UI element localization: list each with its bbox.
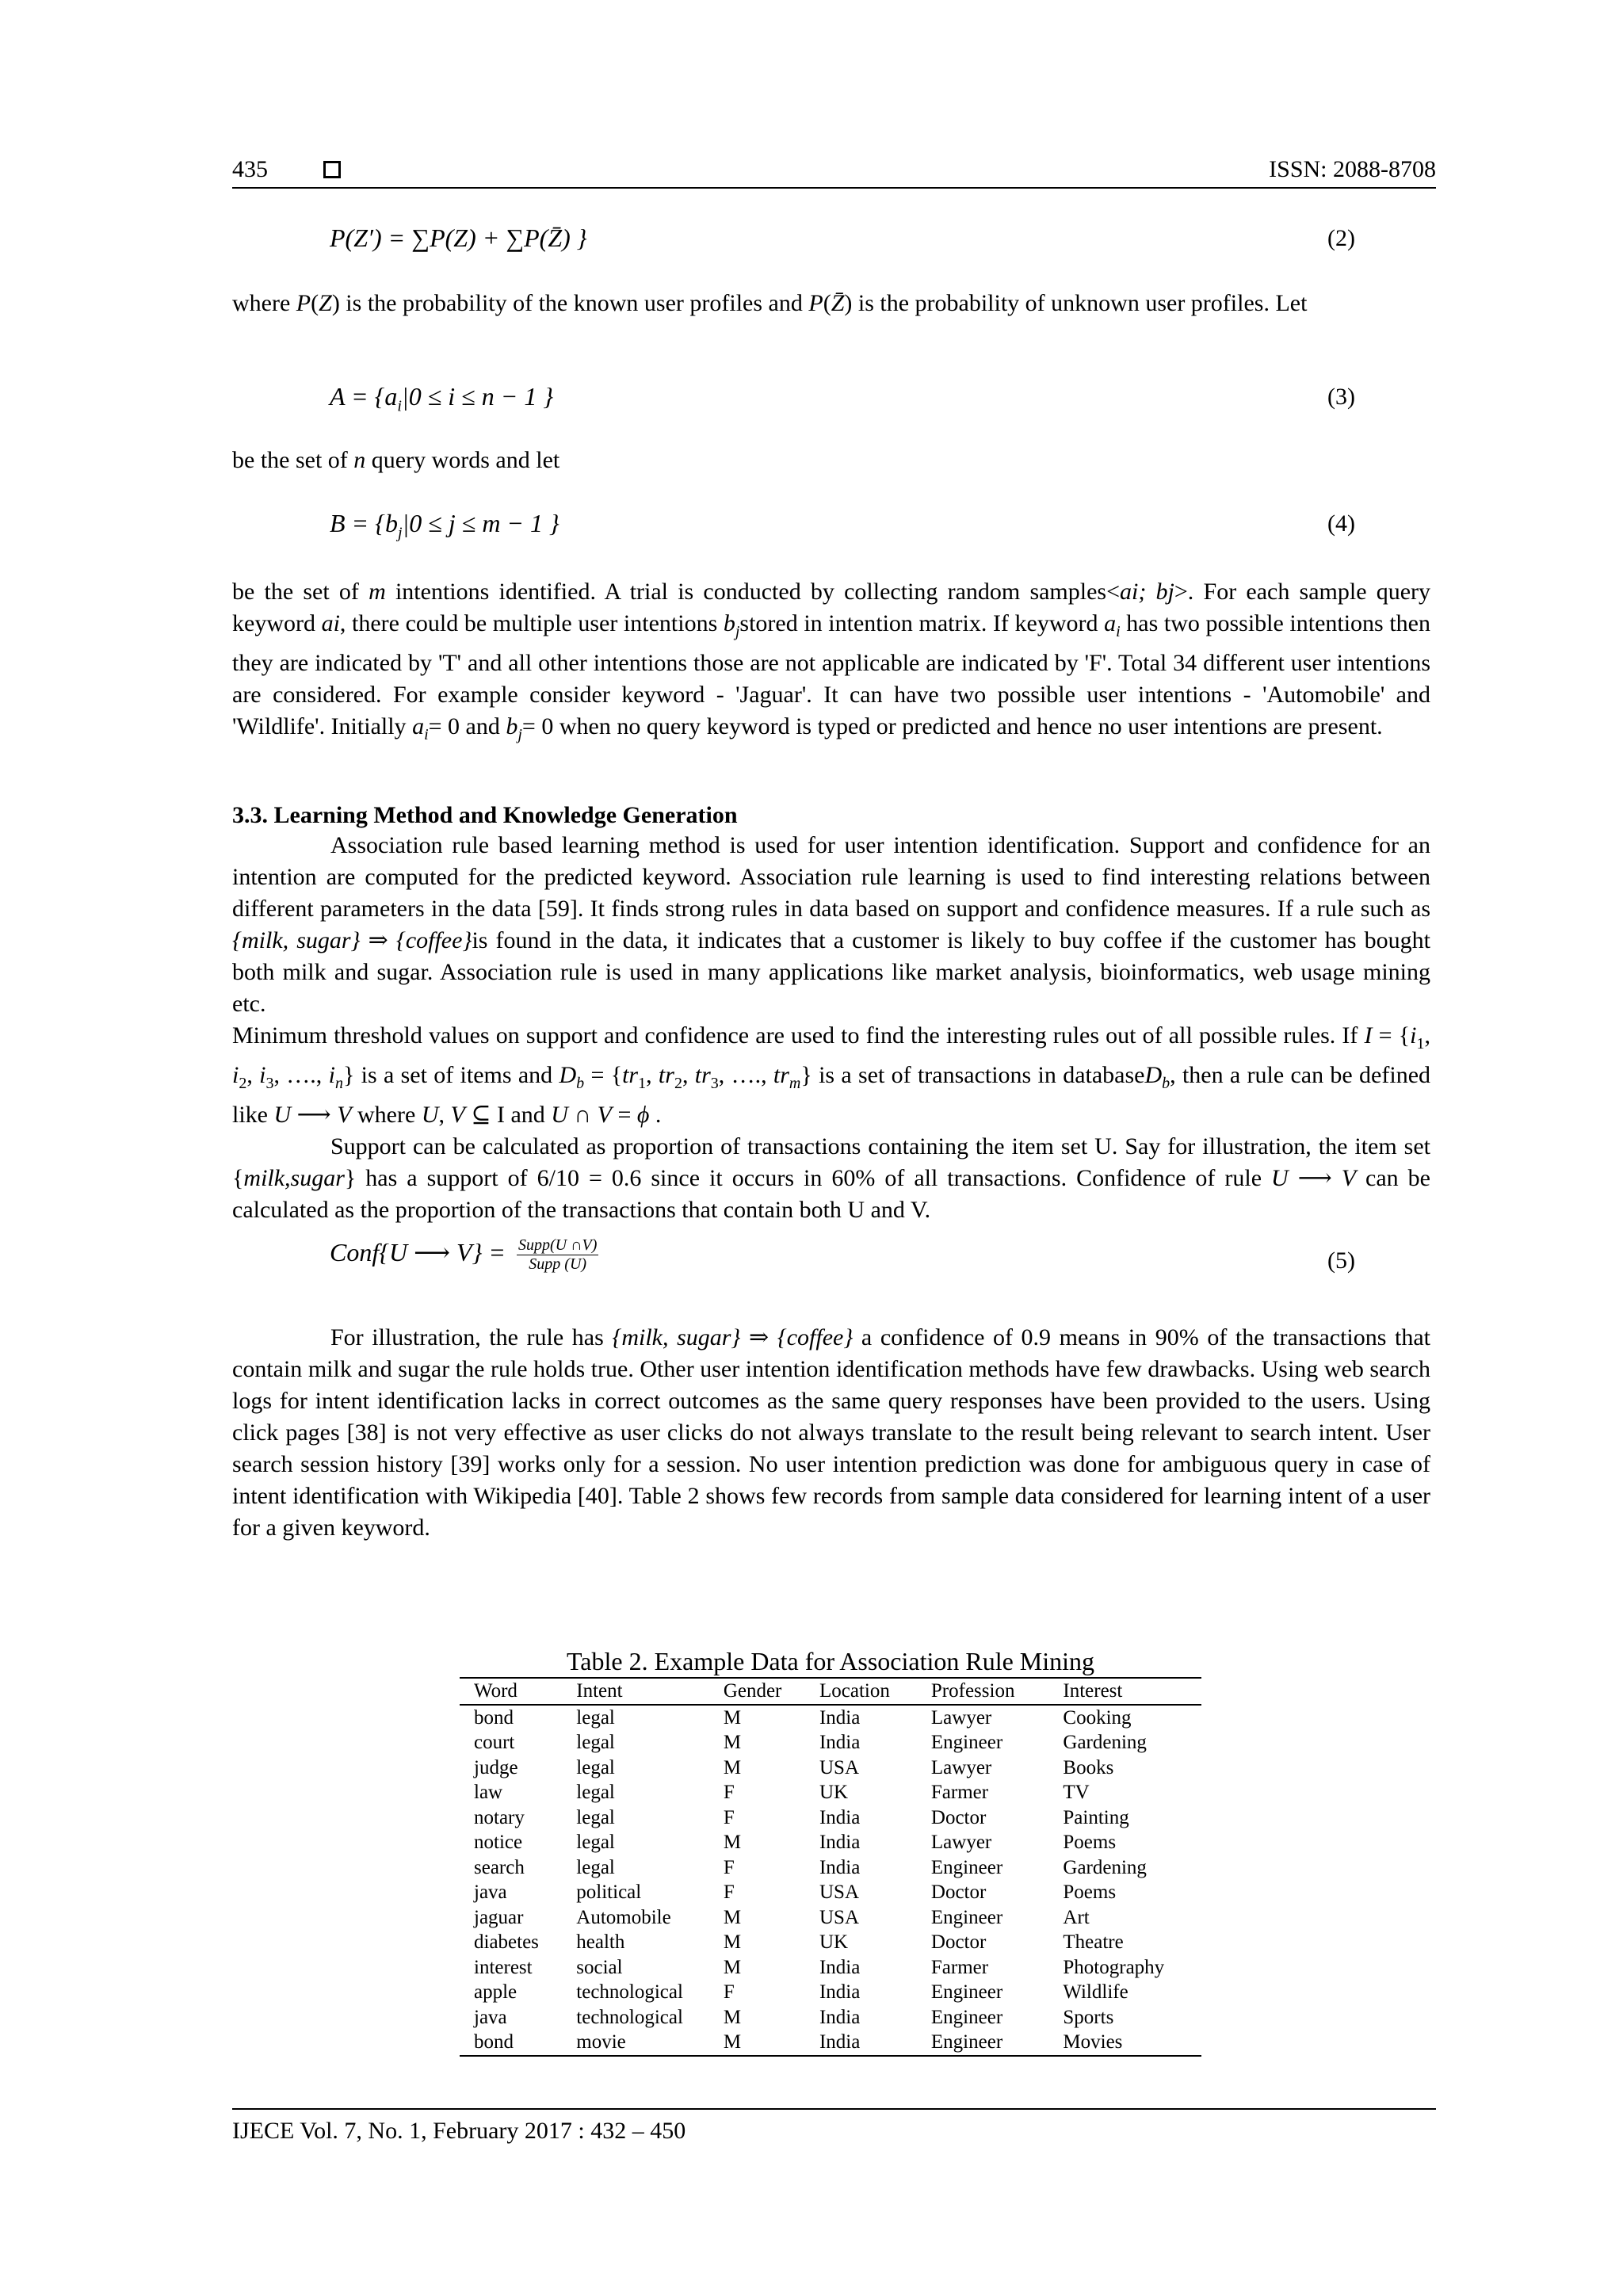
table-cell: Lawyer	[930, 1756, 992, 1778]
column-header: Intent	[576, 1680, 623, 1702]
table-cell: notice	[474, 1832, 523, 1854]
table-cell: India	[819, 2006, 861, 2028]
table-cell: USA	[819, 1881, 859, 1904]
table-cell: Engineer	[930, 1856, 1003, 1878]
paragraph-intentions: be the set of m intentions identified. A trial is conducted by collecting random samples<ai; bj>. For each sample query keyword ai, there could be multiple user intentions $b_jstored$ in intention matrix. If keyword $a_i$ has two possible intentions then they are indicated by 'T' and all other intentions those are not applicable are indicated by 'F'. Total 34 different user intentions are considered. For example consider keyword - 'Jaguar'. It can have two possible user intentions - 'Automobile' and 'Wildlife'. Initially $a_i= 0$ and $b_j= 0$ when no query keyword is typed or predicted and hence no user intentions are present.	[232, 579, 1431, 743]
table-cell: court	[474, 1732, 515, 1754]
table-caption: Table 2. Example Data for Association Rule Mining	[566, 1647, 1095, 1675]
column-header: Gender	[723, 1680, 782, 1702]
table-cell: Engineer	[930, 2031, 1003, 2053]
table-cell: legal	[576, 1732, 615, 1754]
section-heading: 3.3. Learning Method and Knowledge Generation	[232, 802, 738, 828]
table-cell: Poems	[1063, 1881, 1117, 1904]
paragraph-association-rule: Association rule based learning method is used for user intention identification. Support and confidence for an intention are computed for the predicted keyword. Association rule learning is used to find interesting relations between different parameters in the data [59]. It finds strong rules in data based on support and confidence measures. If a rule such as {milk, sugar} ⇒ {coffee}is found in the data, it indicates that a customer is likely to buy coffee if the customer has bought both milk and sugar. Association rule is used in many applications like market analysis, bioinformatics, web usage mining etc. Minimum threshold values on support and confidence are used to find the interesting rules out of all possible rules. If $I = \{i_1$, $i_2$, $i_3$, …., $i_n$} is a set of items and $D_b = \{tr_1$, $tr_2$, $tr_3$, …., $tr_m$} is a set of transactions in databaseD$_b$, then a rule can be defined like U ⟶ V where U, V ⊆ I and U ∩ V = ϕ . Support can be calculated as proportion of transactions containing the item set U. Say for illustration, the item set {milk,sugar} has a support of 6/10 = 0.6 since it occurs in 60% of all transactions. Confidence of rule U ⟶ V can be calculated as the proportion of the transactions that contain both U and V.	[232, 832, 1431, 1223]
column-header: Interest	[1063, 1680, 1123, 1702]
table-cell: Books	[1063, 1756, 1114, 1778]
equation-5-number: (5)	[1327, 1247, 1355, 1274]
table-cell: Automobile	[576, 1906, 671, 1928]
table-cell: movie	[576, 2031, 626, 2053]
table-cell: Doctor	[930, 1881, 987, 1904]
table-cell: Lawyer	[930, 1832, 992, 1854]
table-cell: M	[723, 1931, 742, 1954]
table-row	[460, 1755, 1201, 1781]
page-number: 435	[232, 156, 268, 182]
table-cell: Engineer	[930, 1906, 1003, 1928]
equation-2: P(Z′) = ∑P(Z) + ∑P(Z̄) }	[330, 223, 587, 252]
table-cell: Engineer	[930, 1732, 1003, 1754]
table-cell: M	[723, 1956, 742, 1978]
table-cell: UK	[819, 1931, 849, 1954]
equation-4: $B = \{b_j|0 \le j \le m - 1$ }	[330, 509, 559, 542]
table-cell: M	[723, 1832, 742, 1854]
equation-3: $A = \{a_i|0 \le i \le n - 1$ }	[330, 382, 554, 415]
table-cell: technological	[576, 1981, 683, 2004]
table-cell: legal	[576, 1806, 615, 1828]
table-cell: judge	[474, 1756, 518, 1778]
equation-4-number: (4)	[1327, 510, 1355, 537]
table-row	[460, 2030, 1201, 2056]
table-cell: diabetes	[474, 1931, 539, 1954]
table-row	[460, 1930, 1201, 1955]
table-cell: social	[576, 1956, 623, 1978]
association-rule-table	[460, 1677, 1201, 2057]
paragraph-query-words: be the set of n query words and let	[232, 447, 560, 473]
table-row	[460, 1980, 1201, 2005]
issn: ISSN: 2088-8708	[1269, 156, 1436, 182]
table-cell: M	[723, 1756, 742, 1778]
table-cell: India	[819, 1981, 861, 2004]
table-cell: legal	[576, 1782, 615, 1804]
table-cell: M	[723, 1906, 742, 1928]
table-cell: Farmer	[930, 1956, 989, 1978]
table-cell: java	[474, 2006, 507, 2028]
table-header-row	[460, 1678, 1201, 1705]
table-cell: Lawyer	[930, 1706, 992, 1729]
table-cell: health	[576, 1931, 625, 1954]
table-cell: M	[723, 1732, 742, 1754]
table-cell: Art	[1063, 1906, 1090, 1928]
table-row	[460, 1780, 1201, 1805]
table-cell: India	[819, 1732, 861, 1754]
table-cell: F	[723, 1981, 735, 2004]
table-row	[460, 1830, 1201, 1855]
table-cell: Doctor	[930, 1931, 987, 1954]
table-cell: India	[819, 1706, 861, 1729]
table-cell: political	[576, 1881, 642, 1904]
table-cell: legal	[576, 1706, 615, 1729]
header-rule	[232, 187, 1436, 189]
table-cell: law	[474, 1782, 503, 1804]
table-cell: java	[474, 1881, 507, 1904]
footer-rule	[232, 2108, 1436, 2110]
table-cell: Engineer	[930, 2006, 1003, 2028]
paragraph-illustration: For illustration, the rule has {milk, sugar} ⇒ {coffee} a confidence of 0.9 means in 90% of the transactions that contain milk and sugar the rule holds true. Other user intention identification methods have few drawbacks. Using web search logs for intent identification lacks in correct outcomes as the same query responses have been provided to the users. Using click pages [38] is not very effective as user clicks do not always translate to the result being relevant to search intent. User search session history [39] works only for a session. No user intention prediction was done for ambiguous query in case of intent identification with Wikipedia [40]. Table 2 shows few records from sample data considered for learning intent of a user for a given keyword.	[232, 1324, 1430, 1541]
column-header: Profession	[930, 1680, 1015, 1702]
table-cell: Gardening	[1063, 1732, 1147, 1754]
table-row	[460, 1955, 1201, 1981]
table-cell: F	[723, 1806, 735, 1828]
table-cell: Gardening	[1063, 1856, 1147, 1878]
table-row	[460, 1805, 1201, 1831]
table-cell: Cooking	[1063, 1706, 1132, 1729]
table-cell: Farmer	[930, 1782, 989, 1804]
table-cell: bond	[474, 2031, 514, 2053]
table-cell: jaguar	[474, 1906, 524, 1928]
table-cell: Poems	[1063, 1832, 1117, 1854]
table-cell: search	[474, 1856, 525, 1878]
table-cell: Wildlife	[1063, 1981, 1128, 2004]
table-row	[460, 1855, 1201, 1881]
table-row	[460, 1730, 1201, 1755]
box-icon	[323, 161, 341, 182]
table-cell: India	[819, 2031, 861, 2053]
table-2	[460, 1645, 1201, 2057]
table-cell: India	[819, 1856, 861, 1878]
table-cell: apple	[474, 1981, 517, 2004]
table-cell: USA	[819, 1906, 859, 1928]
table-cell: India	[819, 1832, 861, 1854]
table-cell: Painting	[1063, 1806, 1129, 1828]
table-row	[460, 1905, 1201, 1931]
table-cell: legal	[576, 1756, 615, 1778]
table-cell: Photography	[1063, 1956, 1165, 1978]
equation-5: Conf{U ⟶ V} = $\frac{\text{Supp(U ∩V)}}{\text{Supp (U)}}$	[330, 1236, 598, 1273]
table-row	[460, 1705, 1201, 1731]
table-cell: legal	[576, 1856, 615, 1878]
table-row	[460, 1880, 1201, 1905]
table-cell: Sports	[1063, 2006, 1114, 2028]
table-cell: UK	[819, 1782, 849, 1804]
table-row	[460, 2005, 1201, 2030]
table-cell: TV	[1063, 1782, 1090, 1804]
table-cell: Doctor	[930, 1806, 987, 1828]
equation-2-number: (2)	[1327, 225, 1355, 251]
table-cell: India	[819, 1806, 861, 1828]
footer-citation: IJECE Vol. 7, No. 1, February 2017 : 432 – 450	[232, 2118, 686, 2144]
column-header: Location	[819, 1680, 890, 1702]
table-cell: USA	[819, 1756, 859, 1778]
table-cell: Theatre	[1063, 1931, 1124, 1954]
table-cell: interest	[474, 1956, 533, 1978]
equation-3-number: (3)	[1327, 384, 1355, 410]
table-cell: India	[819, 1956, 861, 1978]
table-cell: F	[723, 1856, 735, 1878]
table-cell: F	[723, 1881, 735, 1904]
table-cell: F	[723, 1782, 735, 1804]
column-header: Word	[474, 1680, 517, 1702]
table-cell: notary	[474, 1806, 525, 1828]
table-cell: Engineer	[930, 1981, 1003, 2004]
paragraph-where-pz: where P(Z) is the probability of the known user profiles and P(Z̄) is the probability of unknown user profiles. Let	[232, 290, 1308, 316]
table-cell: legal	[576, 1832, 615, 1854]
table-cell: M	[723, 2006, 742, 2028]
table-cell: M	[723, 1706, 742, 1729]
table-cell: bond	[474, 1706, 514, 1729]
table-cell: technological	[576, 2006, 683, 2028]
table-cell: M	[723, 2031, 742, 2053]
table-cell: Movies	[1063, 2031, 1123, 2053]
